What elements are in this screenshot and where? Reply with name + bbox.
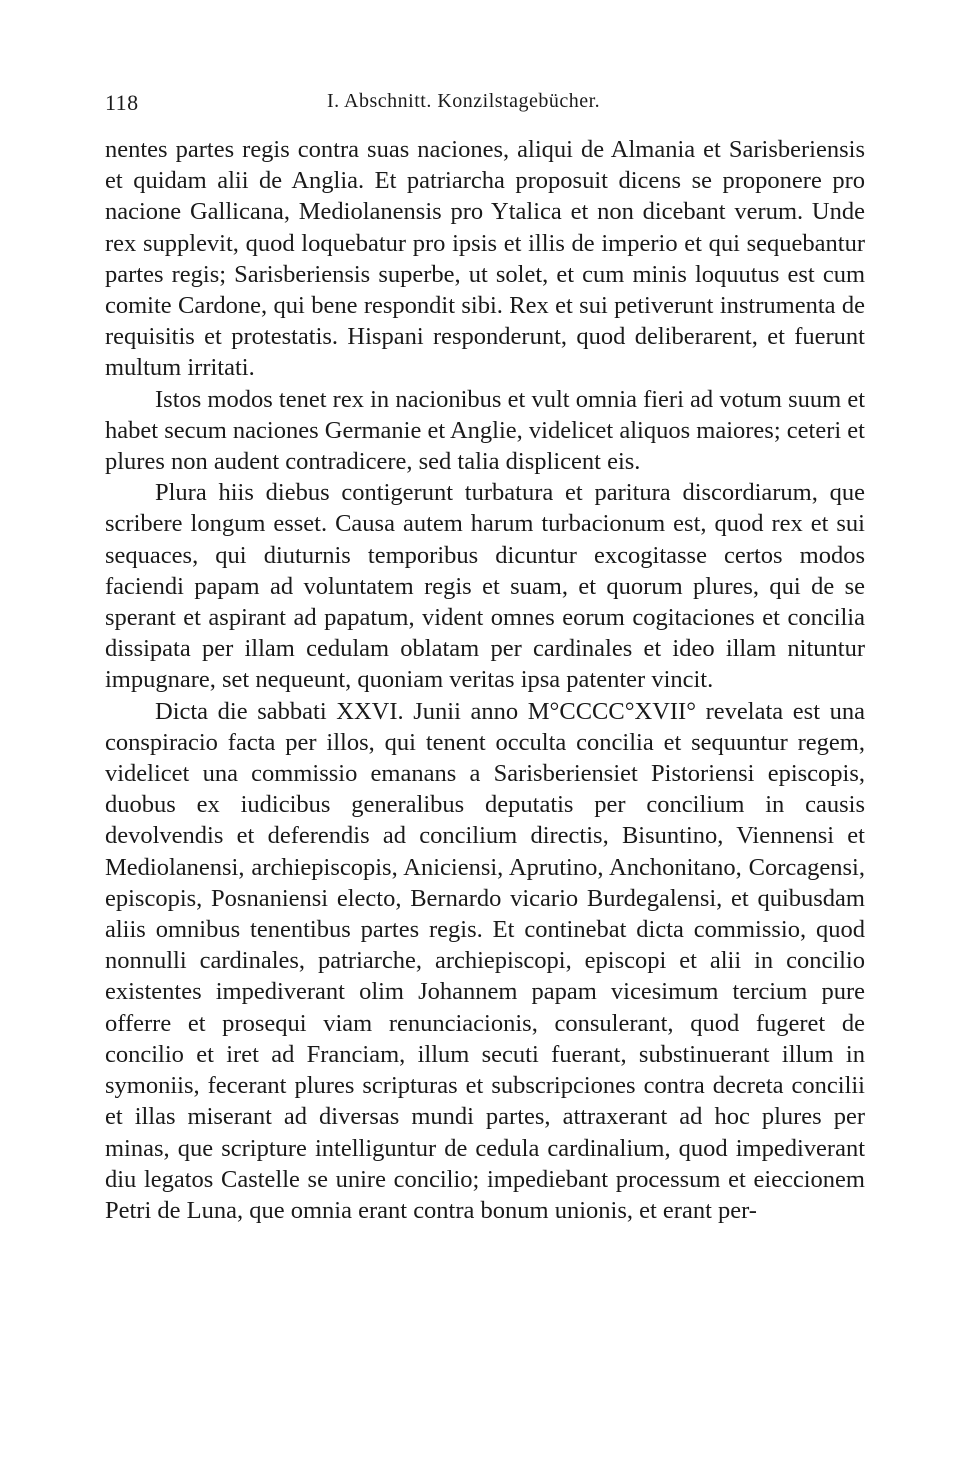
page-number: 118 xyxy=(105,90,139,115)
paragraph-continuation: nentes partes regis contra suas naciones, aliqui de Almania et Sarisberiensis et quidam alii de Anglia. Et patriarcha proposuit dicens se proponere pro nacione Gallicana, Mediolanensis pro Ytalica et non dicebant verum. Unde rex supplevit, quod loquebatur pro ipsis et illis de imperio et qui sequebantur partes regis; Sarisberiensis superbe, ut solet, et cum minis loquutus est cum comite Cardone, qui bene respondit sibi. Rex et sui petiverunt instrumenta de requisitis et protestatis. Hispani responderunt, quod deliberarent, et fuerunt multum irritati. xyxy=(105,136,865,382)
paragraph-dicta-die: Dicta die sabbati XXVI. Junii anno M°CCCC°XVII° revelata est una conspiracio facta per illos, qui tenent occulta concilia et sequuntur regem, videlicet una commissio emanans a Sarisberiensiet Pistoriensi episcopis, duobus ex iudicibus generalibus deputatis per concilium in causis devolvendis et deferendis ad concilium directis, Bisuntino, Viennensi et Mediolanensi, archiepiscopis, Aniciensi, Aprutino, Anchonitano, Corcagensi, episcopis, Posnaniensi electo, Bernardo vicario Burdegalensi, et quibusdam aliis omnibus tenentibus partes regis. Et continebat dicta commissio, quod nonnulli cardinales, patriarche, archiepiscopi, episcopi et alii in concilio existentes impediverant olim Johannem papam vicesimum tercium pure offerre et prosequi viam renunciacionis, consulerant, quod fugeret de concilio et iret ad Franciam, illum secuti fuerant, substinuerant illum in symoniis, fecerant plures scripturas et subscripciones contra decreta concilii et illas miserant ad diversas mundi partes, attraxerant ad hoc plures per minas, que scripture intelliguntur de cedula cardinalium, quod impediverant diu legatos Castelle se unire concilio; impediebant processum et eieccionem Petri de Luna, que omnia erant contra bonum unionis, et erant per- xyxy=(105,697,865,1224)
book-page xyxy=(105,80,865,1226)
paragraph-istos-modos: Istos modos tenet rex in nacionibus et vult omnia fieri ad votum suum et habet secum naciones Germanie et Anglie, videlicet aliquos maiores; ceteri et plures non audent contradicere, sed talia displicent eis. xyxy=(105,385,865,476)
running-head xyxy=(105,80,865,120)
paragraph-plura-hiis: Plura hiis diebus contigerunt turbatura et paritura discordiarum, que scribere longum esset. Causa autem harum turbacionum est, quod rex et sui sequaces, qui diuturnis temporibus dicuntur excogitasse certos modos faciendi papam ad voluntatem regis et suam, et quorum plures, qui de se sperant et aspirant ad papatum, vident omnes eorum cogitaciones et concilia dissipata per illam cedulam oblatam per cardinales et ideo illam nituntur impugnare, set nequeunt, quoniam veritas ipsa patenter vincit. xyxy=(105,479,865,694)
body-text xyxy=(105,134,865,1226)
running-title: I. Abschnitt. Konzilstagebücher. xyxy=(327,90,601,112)
